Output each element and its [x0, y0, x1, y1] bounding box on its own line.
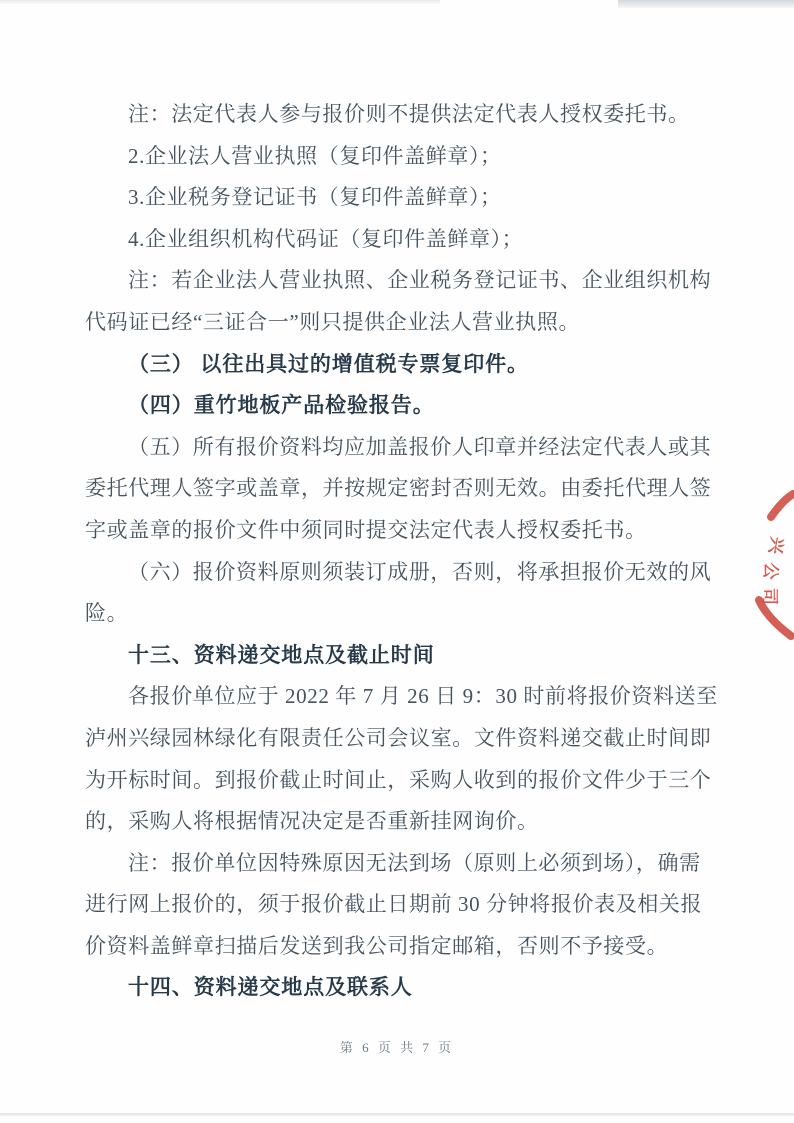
seal-character: 兴 [765, 535, 787, 556]
paragraph-line: （六）报价资料原则须装订成册，否则，将承担报价无效的风 [128, 559, 712, 584]
paragraph-line: （五）所有报价资料均应加盖报价人印章并经法定代表人或其 [128, 434, 712, 459]
seal-character: 公 [760, 561, 781, 581]
paragraph-line: 的，采购人将根据情况决定是否重新挂网询价。 [85, 809, 539, 834]
note-line: 注：若企业法人营业执照、企业税务登记证书、企业组织机构 [128, 268, 712, 293]
list-item: 2.企业法人营业执照（复印件盖鲜章）； [128, 143, 502, 168]
note-line: 注：报价单位因特殊原因无法到场（原则上必须到场），确需 [128, 850, 701, 875]
section-heading-fourteen: 十四、资料递交地点及联系人 [128, 976, 413, 1000]
paragraph-line: 泸州兴绿园林绿化有限责任公司会议室。文件资料递交截止时间即 [85, 725, 712, 750]
list-item: 3.企业税务登记证书（复印件盖鲜章）； [128, 185, 502, 210]
section-heading-thirteen: 十三、资料递交地点及截止时间 [128, 643, 435, 667]
subsection-heading-three: （三） 以往出具过的增值税专票复印件。 [128, 352, 529, 376]
subsection-heading-four: （四）重竹地板产品检验报告。 [128, 394, 435, 418]
seal-ring-arc-bottom [759, 600, 791, 636]
paragraph-line: 委托代理人签字或盖章，并按规定密封否则无效。由委托代理人签 [85, 476, 712, 501]
company-seal-fragment [752, 490, 794, 642]
paragraph-line: 各报价单位应于 2022 年 7 月 26 日 9：30 时前将报价资料送至 [128, 684, 718, 709]
note-line-continuation: 进行网上报价的，须于报价截止日期前 30 分钟将报价表及相关报 [85, 892, 703, 917]
scan-artifact-bottom-edge [0, 1113, 794, 1116]
document-body [85, 94, 718, 1009]
paragraph-line: 字或盖章的报价文件中须同时提交法定代表人授权委托书。 [85, 517, 647, 542]
note-line-continuation: 代码证已经“三证合一”则只提供企业法人营业执照。 [85, 309, 581, 334]
paragraph-line: 险。 [85, 601, 129, 626]
scan-artifact-top-left [0, 0, 440, 4]
page-number: 第 6 页 共 7 页 [339, 1040, 455, 1055]
scan-artifact-top-right [618, 0, 794, 8]
seal-character: 司 [760, 588, 779, 605]
note-line-continuation: 价资料盖鲜章扫描后发送到我公司指定邮箱，否则不予接受。 [85, 933, 669, 958]
note-line: 注：法定代表人参与报价则不提供法定代表人授权委托书。 [128, 102, 690, 126]
paragraph-line: 为开标时间。到报价截止时间止，采购人收到的报价文件少于三个 [85, 767, 712, 792]
list-item: 4.企业组织机构代码证（复印件盖鲜章）； [128, 226, 524, 251]
seal-ring-arc-top [771, 494, 793, 517]
